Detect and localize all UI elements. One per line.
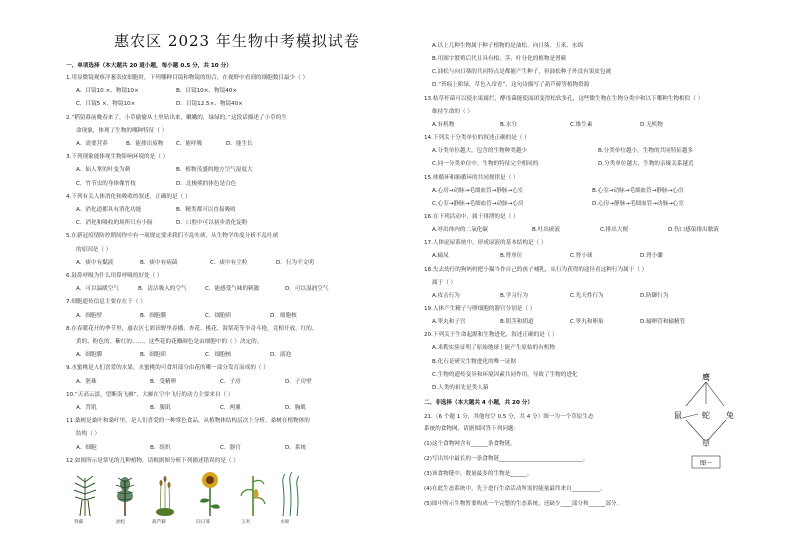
right-line-39: C.睾丸和卵巢	[570, 319, 604, 326]
right-line-35: D.防御行为	[640, 292, 669, 299]
plant-label-2: 葫芦藓	[152, 520, 166, 525]
figure-caption: 图一	[699, 460, 713, 467]
left-line-53: 11.桑树是桑叶和桑叶里，是人们喜爱的一种常色食品，从植物体结构层次上分析，桑树在植物体的	[66, 418, 310, 425]
left-line-32: 7.细胞遗传信息主要存在于（ ）	[66, 299, 146, 306]
left-line-14: C．竹节虫的身体像竹枝	[76, 180, 136, 187]
node-rabbit: 兔	[726, 411, 734, 420]
right-line-17: B.心室→动脉→毛细血管→静脉→心房	[592, 187, 684, 194]
q21-line-0: 21.（6 个题 1 分，其他每空 0.5 分，共 4 分）图一为一个草原生态	[424, 414, 594, 420]
left-line-33: A．细胞壁	[76, 312, 103, 319]
right-line-15: 15.体循环和肺循环的共同规律是（ ）	[424, 174, 519, 181]
right-line-6: A.有机物	[432, 121, 455, 128]
left-line-40: B．细胞质	[140, 352, 167, 359]
left-line-51: C．两翼	[220, 405, 241, 411]
arrow-rabbit-eagle	[706, 382, 724, 406]
left-line-46: C．子房	[220, 378, 241, 385]
q21-line-4: (3)该食物链中，数量最多的生物是______。	[424, 471, 533, 477]
right-line-38: B.阴茎和阴道	[500, 319, 534, 326]
left-line-44: A．胚珠	[76, 378, 97, 385]
right-line-2: C.油松与向日葵的共同特点是都能产生种子，但油松种子外没有果皮包被	[432, 69, 612, 76]
moss-image	[150, 470, 180, 518]
left-line-57: C．器官	[220, 444, 241, 451]
right-line-26: A.输尿	[432, 253, 449, 260]
left-line-37: 8.在春暖花开的季节里，惠农区七彩田野里春播、杏花、桃花、海棠花等争奇斗艳，竞相开放，红的、	[66, 325, 318, 332]
right-line-41: 20.下列关于生命起源和生物进化，叙述正确的是（ ）	[424, 332, 558, 339]
left-line-13: B．植物茂盛的地方空气湿度大	[176, 167, 253, 174]
right-line-25: 17.人体泌尿系统中，形成尿液的基本结构是（ ）	[424, 240, 547, 247]
left-line-23: A．痰中有黏液	[76, 259, 114, 266]
left-line-25: C．痰中有尘粒	[210, 259, 248, 266]
right-line-31: 属于（ ）	[432, 279, 457, 286]
left-line-39: A．细胞膜	[76, 352, 103, 359]
left-line-11: 3.下列现象能体现生物影响环境的是（ ）	[66, 154, 169, 161]
left-line-19: C．消化和吸收的场所只有小肠	[76, 220, 153, 227]
left-line-43: 9.水蜜桃是人们喜爱的水果，水蜜桃的可食用部分由花的哪一部分发育而成的（ ）	[66, 365, 269, 372]
right-line-19: D.心房→静脉→毛细血管→动脉→心室	[592, 200, 684, 207]
left-line-12: A．仙人掌的叶变为刺	[76, 167, 131, 174]
q21-line-1: 系统的食物网，请据图回答下列问题：	[424, 426, 520, 432]
right-line-0: A.以上几种生物属于种子植物的是油松、向日葵、玉米、水绵	[432, 43, 583, 49]
right-line-22: B.吐出痰液	[532, 227, 560, 234]
left-line-30: C．能感受气味的刺激	[205, 286, 260, 293]
arrow-grass-rabbit	[708, 420, 726, 440]
right-line-16: A.心房→动脉→毛细血管→静脉→心室	[432, 187, 524, 194]
node-mouse: 鼠	[674, 411, 682, 420]
pine-image	[110, 470, 140, 518]
section-2-header: 二、非选择（本大题共 4 小题，共 20 分）	[424, 400, 533, 406]
left-line-15: D．北极熊的体色是白色	[176, 180, 237, 187]
right-line-5: 维持生命的（ ）	[432, 108, 473, 115]
left-line-20: D．口腔中可以初步消化淀粉	[176, 220, 248, 227]
left-line-56: B．组织	[150, 444, 171, 451]
left-line-54: 结构（ ）	[76, 431, 101, 438]
arrow-grass-mouse	[686, 420, 704, 440]
left-line-41: C．细胞核	[205, 352, 232, 359]
right-line-4: 13.枯草杆菌可以使水果腐烂，酵母菌能使面团变得松软多孔，这些微生物在生物分类中和以下哪种生物相似（ ）	[424, 95, 704, 102]
node-snake: 蛇	[702, 411, 710, 420]
left-line-16: 4.下列有关人体消化和吸收的叙述，正确的是（ ）	[66, 193, 191, 200]
left-line-27: 6.鼓鼻呼吸为什么用鼻呼吸的好处（ ）	[66, 273, 163, 279]
left-line-6: 命现象，体现了生物的哪种特征（ ）	[76, 127, 168, 134]
q21-line-2: (1)这个食物网含有______条食物链。	[424, 441, 516, 447]
left-line-45: B．受精卵	[150, 378, 177, 385]
right-line-29: D.肾小囊	[640, 253, 663, 260]
right-line-10: 14.下列关于分类单位的叙述正确的是（ ）	[424, 135, 530, 142]
spirogyra-image	[275, 470, 305, 518]
right-line-14: D.分类单位越大，生物的亲缘关系越近	[598, 161, 694, 168]
section-1-header: 一、单项选择（本大题共 20 道小题，每小题 0.5 分，共 10 分）	[66, 63, 232, 69]
left-line-38: 黄的、粉色的、紫红的……，这些花的花瓣颜色是由细胞中的（ ）决定的。	[76, 339, 263, 345]
left-line-34: B．细胞膜	[140, 312, 167, 319]
right-line-8: C.维生素	[570, 121, 593, 128]
right-line-42: A.米勒实验证明了原始地球上能产生原始的有机物	[432, 345, 555, 352]
left-line-2: B．目镜10×、物镜40×	[176, 88, 238, 95]
arrow-mouse-eagle	[686, 382, 706, 406]
left-line-18: B．精类都可以直接吸收	[176, 207, 236, 213]
left-line-10: D．能生长	[226, 141, 253, 147]
right-line-12: B.分类单位越小，生物的共同特征越多	[598, 148, 694, 155]
left-line-24: B．痰中有病菌	[140, 259, 178, 266]
left-line-52: D．胸肌	[285, 405, 307, 411]
left-line-42: D．液泡	[270, 352, 292, 359]
arrow-mouse-snake	[682, 414, 698, 418]
plant-label-3: 向日葵	[196, 520, 210, 525]
right-line-23: C.排出大便	[600, 227, 629, 234]
right-line-36: 19.人体产生精子与卵细胞的器官分别是（ ）	[424, 306, 536, 312]
left-line-5: 2.“稻留暮前晚春来了，小草偷偷从土里钻出来，嫩嫩的，绿绿的。”这段话描述了小草的生	[66, 114, 287, 121]
right-line-43: B.化石是研究生物进化的唯一证据	[432, 358, 516, 365]
left-line-49: A．背肌	[76, 405, 97, 411]
right-line-32: A.攻击行为	[432, 292, 460, 299]
right-line-45: D.人类的祖先是类人猿	[432, 384, 489, 391]
right-line-27: B.肾单位	[500, 253, 523, 260]
right-line-28: C.肾小球	[570, 253, 593, 260]
plant-label-5: 水绵	[280, 520, 290, 525]
figure-caption-box	[692, 456, 720, 468]
exam-title: 惠农区 2023 年生物中考模拟试卷	[114, 32, 360, 50]
right-line-37: A.睾丸和子宫	[432, 319, 466, 326]
left-line-4: D．目镜12.5×、物镜40×	[176, 101, 243, 108]
node-grass: 草	[702, 439, 710, 448]
plant-label-1: 油松	[116, 520, 126, 525]
plant-label-4: 玉米	[241, 520, 251, 525]
left-line-48: 10.“天高云淡，望断南飞雁”，大雁在空中飞行的动力主要来自（ ）	[66, 391, 234, 398]
left-line-59: 12.如图所示是常见的几种植物，请根据图分析下列描述错误的是（ ）	[66, 457, 239, 464]
right-line-20: 16.在下列活动中，属于排泄的是（ ）	[424, 213, 519, 220]
left-line-3: C．目镜5 ×、物镜10×	[76, 101, 136, 108]
right-line-1: B.用图字繁殖后代且具有根、茎、叶分化的植物是肾蕨	[432, 56, 567, 63]
right-line-13: C.同一分类单位中，生物的特征完全相同的	[432, 161, 539, 168]
left-line-36: D．细胞核	[270, 312, 297, 319]
left-line-50: B．腹肌	[150, 405, 171, 411]
left-line-31: D．可以湿润空气	[285, 286, 329, 293]
q21-line-3: (2)写出其中最长的一条食物链______________________________。	[424, 456, 589, 462]
node-eagle: 鹰	[702, 373, 710, 382]
left-line-17: A．消化道都具有消化功能	[76, 207, 142, 213]
left-line-21: 5.在新冠疫情防控期间你中有一项规定要求我们不乱吐痰，从生物学角度分析不乱吐痰	[66, 233, 279, 240]
right-line-11: A.分类单位越大，包含的生物种类越少	[432, 148, 528, 155]
right-line-33: B.学习行为	[500, 292, 528, 299]
right-line-7: B.水分	[500, 121, 517, 128]
left-line-22: 的原因是（ ）	[76, 246, 112, 253]
right-line-18: C.心室→静脉→毛细血管→动脉→心房	[432, 200, 524, 207]
q21-line-5: (4)在此生态系统中，先于进行生命活动所需的能量最终来自__________。	[424, 486, 606, 492]
q21-line-6: (5)图中所示生物暂要构成一个完整的生态系统，还缺少____部分和______部分。	[424, 501, 623, 507]
left-line-35: C．细胞质	[205, 312, 232, 319]
left-line-1: A．目镜10 ×、物镜10×	[76, 88, 139, 95]
left-line-58: D．系统	[285, 444, 307, 451]
plant-label-0: 肾蕨	[74, 520, 84, 525]
right-line-34: C.先天性行为	[570, 292, 604, 299]
left-line-8: B．能排出废物	[126, 141, 164, 147]
right-line-40: D.输卵管和输精管	[640, 319, 686, 326]
left-line-29: B．清洁吸入的空气	[138, 286, 187, 293]
sunflower-image	[195, 470, 225, 518]
fern-image	[70, 470, 100, 518]
left-line-47: D．子房壁	[285, 378, 312, 385]
left-line-9: C．能呼吸	[176, 141, 203, 147]
right-line-30: 18.失去幼仔的狗妈妈把小猫当作自己的孩子哺乳，从行为获得的途径看这种行为属于（ ）	[424, 266, 648, 273]
right-line-9: D.无机物	[640, 121, 663, 128]
right-line-44: C.生物的遗传变异和环境因素共同作用，导致了生物的进化	[432, 371, 578, 378]
left-line-55: A．细胞	[76, 444, 97, 451]
right-line-3: D.“苔痕上阶绿，草色入帘青”，这句诗描写了葫芦藓等植物资源	[432, 82, 590, 89]
left-line-26: D．行为不文明	[276, 259, 314, 266]
corn-image	[238, 470, 268, 518]
right-line-24: D.伤口感染排出脓液	[668, 227, 719, 234]
left-line-0: 1.用显微镜观察洋葱表皮细胞时，下列哪种目镜和物镜的组合，在视野中看到的细胞数目最少（ ）	[66, 75, 309, 81]
left-line-28: A．可以温暖空气	[76, 286, 119, 293]
right-line-21: A.呼出体内的二氧化碳	[432, 227, 488, 234]
left-line-7: A．需要营养	[76, 141, 108, 147]
